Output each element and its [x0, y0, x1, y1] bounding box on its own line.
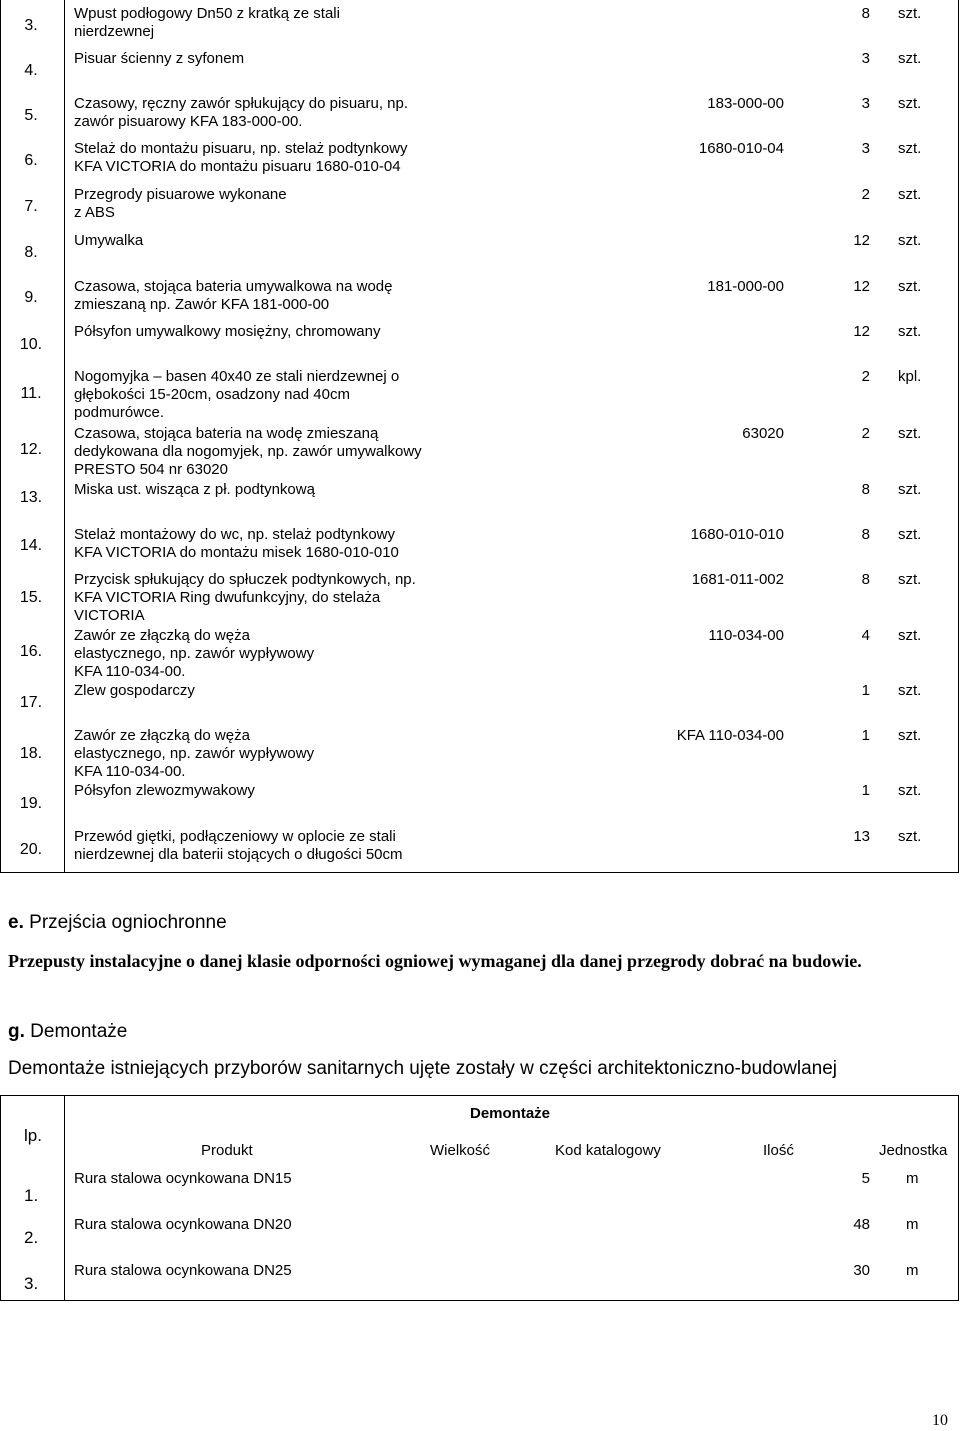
row-8-lp: 8. — [24, 244, 38, 261]
row-14-lp: 14. — [19, 537, 43, 554]
row-5-quantity: 3 — [861, 95, 870, 112]
row-11-description-line: Nogomyjka – basen 40x40 ze stali nierdzewnej o — [74, 368, 400, 385]
row-7-quantity: 2 — [861, 186, 870, 203]
row-12-description-line: Czasowa, stojąca bateria na wodę zmieszaną — [74, 425, 379, 442]
row-16-unit: szt. — [898, 627, 922, 644]
table-border-bottom — [0, 872, 959, 873]
row-7-description-line: z ABS — [74, 204, 115, 221]
row-11-lp: 11. — [20, 385, 42, 402]
section-g-letter: g. — [8, 1021, 25, 1042]
row-8-quantity: 12 — [853, 232, 870, 249]
row-11-description-line: głębokości 15-20cm, osadzony nad 40cm — [74, 386, 350, 403]
demontaze-border-right — [958, 1095, 959, 1301]
row-13-unit: szt. — [898, 481, 922, 498]
row-17-unit: szt. — [898, 682, 922, 699]
row-12-catalog-code: 63020 — [742, 425, 784, 442]
demontaze-row-1-product: Rura stalowa ocynkowana DN15 — [74, 1170, 292, 1187]
header-wielkosc: Wielkość — [430, 1142, 491, 1159]
row-14-description-line: KFA VICTORIA do montażu misek 1680-010-010 — [74, 544, 399, 561]
row-5-lp: 5. — [24, 107, 38, 124]
row-9-quantity: 12 — [853, 278, 870, 295]
row-20-description-line: Przewód giętki, podłączeniowy w oplocie ze stali — [74, 828, 396, 845]
row-18-description-line: Zawór ze złączką do węża — [74, 727, 250, 744]
demontaze-row-3-unit: m — [906, 1262, 919, 1279]
demontaze-lp-header: lp. — [24, 1126, 42, 1145]
row-3-description-line: Wpust podłogowy Dn50 z kratką ze stali — [74, 5, 340, 22]
section-e-title — [8, 912, 227, 934]
row-16-lp: 16. — [19, 643, 43, 660]
row-4-description-line: Pisuar ścienny z syfonem — [74, 50, 245, 67]
row-8-description-line: Umywalka — [74, 232, 144, 249]
demontaze-border-left — [0, 1095, 1, 1301]
section-e-letter: e. — [8, 912, 24, 933]
row-9-unit: szt. — [898, 278, 922, 295]
row-19-quantity: 1 — [861, 782, 870, 799]
row-6-description-line: Stelaż do montażu pisuaru, np. stelaż podtynkowy — [74, 140, 408, 157]
page-number: 10 — [932, 1412, 948, 1429]
demontaze-row-3-qty: 30 — [853, 1262, 870, 1279]
row-8-unit: szt. — [898, 232, 922, 249]
row-18-unit: szt. — [898, 727, 922, 744]
row-12-description-line: PRESTO 504 nr 63020 — [74, 461, 228, 478]
header-produkt: Produkt — [201, 1142, 253, 1159]
demontaze-row-2-qty: 48 — [853, 1216, 870, 1233]
row-13-quantity: 8 — [861, 481, 870, 498]
row-19-lp: 19. — [19, 795, 43, 812]
row-19-unit: szt. — [898, 782, 922, 799]
row-9-lp: 9. — [24, 289, 38, 306]
row-18-lp: 18. — [19, 745, 43, 762]
row-6-unit: szt. — [898, 140, 922, 157]
row-16-description-line: Zawór ze złączką do węża — [74, 627, 250, 644]
row-18-quantity: 1 — [861, 727, 870, 744]
row-18-description-line: elastycznego, np. zawór wypływowy — [74, 745, 315, 762]
row-6-description-line: KFA VICTORIA do montażu pisuaru 1680-010-04 — [74, 158, 401, 175]
demontaze-row-3-product: Rura stalowa ocynkowana DN25 — [74, 1262, 292, 1279]
row-5-description-line: Czasowy, ręczny zawór spłukujący do pisuaru, np. — [74, 95, 409, 112]
row-14-description-line: Stelaż montażowy do wc, np. stelaż podtynkowy — [74, 526, 395, 543]
row-15-description-line: Przycisk spłukujący do spłuczek podtynkowych, np. — [74, 571, 416, 588]
row-5-description-line: zawór pisuarowy KFA 183-000-00. — [74, 113, 303, 130]
row-12-unit: szt. — [898, 425, 922, 442]
row-20-description-line: nierdzewnej dla baterii stojących o długości 50cm — [74, 846, 403, 863]
row-3-lp: 3. — [24, 17, 38, 34]
row-10-lp: 10. — [19, 336, 43, 353]
row-20-quantity: 13 — [853, 828, 870, 845]
header-ilosc: Ilość — [763, 1142, 794, 1159]
row-11-unit: kpl. — [898, 368, 922, 385]
table-border-right — [958, 0, 959, 873]
row-9-catalog-code: 181-000-00 — [707, 278, 784, 295]
row-15-description-line: KFA VICTORIA Ring dwufunkcyjny, do stelaża — [74, 589, 381, 606]
row-16-catalog-code: 110-034-00 — [708, 627, 784, 644]
section-e-heading: Przejścia ogniochronne — [29, 912, 227, 933]
table-divider-lp — [64, 0, 65, 873]
demontaze-border-bottom — [0, 1300, 959, 1301]
demontaze-row-1-lp: 1. — [24, 1186, 39, 1205]
row-5-catalog-code: 183-000-00 — [707, 95, 784, 112]
row-18-description-line: KFA 110-034-00. — [74, 763, 186, 780]
row-4-lp: 4. — [24, 62, 38, 79]
demontaze-row-2-unit: m — [906, 1216, 919, 1233]
row-15-unit: szt. — [898, 571, 922, 588]
demontaze-row-1-unit: m — [906, 1170, 919, 1187]
section-e-text: Przepusty instalacyjne o danej klasie odporności ogniowej wymaganej dla danej przegrody dobrać na budowie. — [8, 951, 862, 971]
header-kod-katalogowy: Kod katalogowy — [555, 1142, 661, 1159]
section-g-text: Demontaże istniejących przyborów sanitarnych ujęte zostały w części architektoniczno-budowlanej — [8, 1058, 838, 1079]
row-17-lp: 17. — [19, 694, 43, 711]
row-20-lp: 20. — [19, 841, 43, 858]
header-jednostka: Jednostka — [879, 1142, 948, 1159]
demontaze-row-2-lp: 2. — [24, 1228, 39, 1247]
row-7-lp: 7. — [24, 198, 38, 215]
row-19-description-line: Półsyfon zlewozmywakowy — [74, 782, 255, 799]
demontaze-divider-lp — [64, 1095, 65, 1301]
row-16-description-line: KFA 110-034-00. — [74, 663, 186, 680]
table-border-left — [0, 0, 1, 873]
row-3-quantity: 8 — [861, 5, 870, 22]
row-15-lp: 15. — [19, 589, 43, 606]
demontaze-row-2-product: Rura stalowa ocynkowana DN20 — [74, 1216, 292, 1233]
row-4-quantity: 3 — [861, 50, 870, 67]
demontaze-row-3-lp: 3. — [24, 1274, 39, 1293]
row-13-description-line: Miska ust. wisząca z pł. podtynkową — [74, 481, 315, 498]
row-3-description-line: nierdzewnej — [74, 23, 155, 40]
row-9-description-line: zmieszaną np. Zawór KFA 181-000-00 — [74, 296, 330, 313]
row-15-quantity: 8 — [861, 571, 870, 588]
row-12-quantity: 2 — [861, 425, 870, 442]
row-5-unit: szt. — [898, 95, 922, 112]
row-6-quantity: 3 — [861, 140, 870, 157]
row-14-unit: szt. — [898, 526, 922, 543]
row-14-catalog-code: 1680-010-010 — [690, 526, 784, 543]
row-15-description-line: VICTORIA — [74, 607, 145, 624]
row-3-unit: szt. — [898, 5, 922, 22]
row-18-catalog-code: KFA 110-034-00 — [676, 727, 784, 744]
demontaze-border-top — [0, 1095, 959, 1096]
row-7-description-line: Przegrody pisuarowe wykonane — [74, 186, 287, 203]
row-12-lp: 12. — [19, 441, 43, 458]
row-15-catalog-code: 1681-011-002 — [691, 571, 784, 588]
row-13-lp: 13. — [19, 489, 43, 506]
row-16-description-line: elastycznego, np. zawór wypływowy — [74, 645, 315, 662]
row-12-description-line: dedykowana dla nogomyjek, np. zawór umywalkowy — [74, 443, 422, 460]
row-11-quantity: 2 — [861, 368, 870, 385]
section-g-title — [8, 1021, 127, 1043]
row-16-quantity: 4 — [861, 627, 870, 644]
row-6-lp: 6. — [24, 152, 38, 169]
row-4-unit: szt. — [898, 50, 922, 67]
row-11-description-line: podmurówce. — [74, 404, 165, 421]
demontaze-group-header: Demontaże — [470, 1105, 551, 1122]
row-20-unit: szt. — [898, 828, 922, 845]
demontaze-row-1-qty: 5 — [861, 1170, 870, 1187]
row-10-quantity: 12 — [853, 323, 870, 340]
row-17-description-line: Zlew gospodarczy — [74, 682, 195, 699]
row-10-description-line: Półsyfon umywalkowy mosiężny, chromowany — [74, 323, 381, 340]
row-17-quantity: 1 — [861, 682, 870, 699]
row-7-unit: szt. — [898, 186, 922, 203]
row-6-catalog-code: 1680-010-04 — [698, 140, 784, 157]
section-g-heading: Demontaże — [30, 1021, 128, 1042]
row-9-description-line: Czasowa, stojąca bateria umywalkowa na wodę — [74, 278, 393, 295]
row-14-quantity: 8 — [861, 526, 870, 543]
row-10-unit: szt. — [898, 323, 922, 340]
